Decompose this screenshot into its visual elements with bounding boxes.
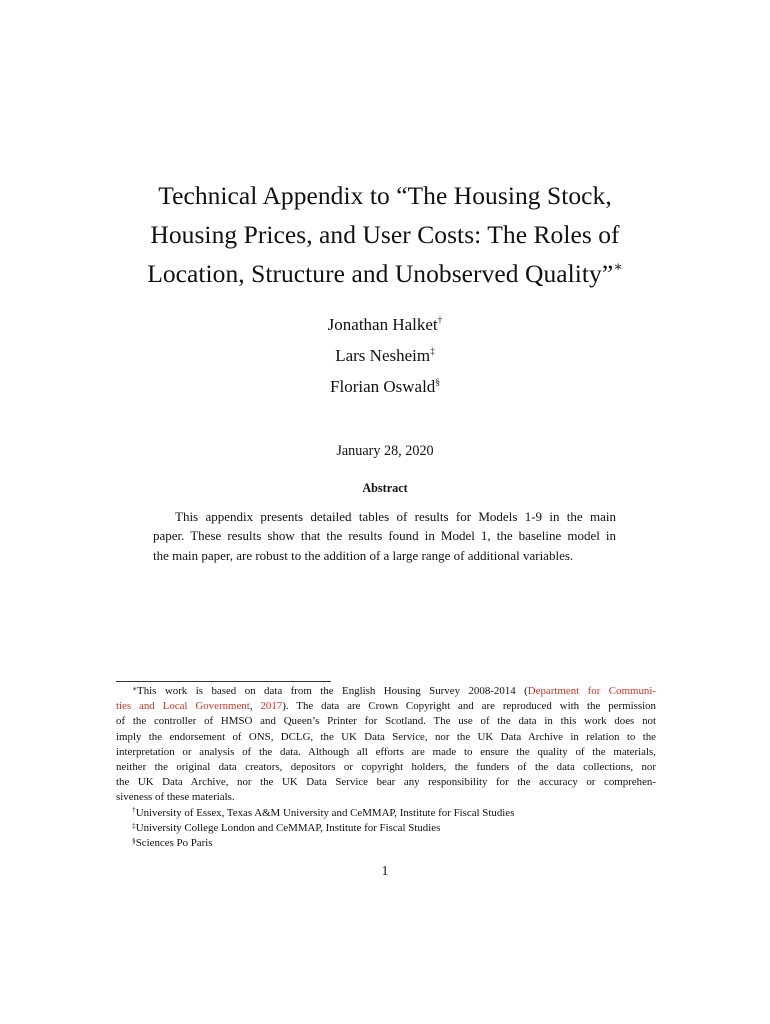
author-footnote-mark[interactable]: §	[435, 378, 440, 388]
author-footnote-mark[interactable]: †	[437, 316, 443, 326]
footnote-star-line: siveness of these materials.	[116, 791, 235, 804]
citation-year-link[interactable]: 2017	[260, 700, 283, 713]
footnote-dagger	[116, 806, 656, 821]
footnote-star-line: the UK Data Archive, nor the UK Data Service bear any responsibility for the accuracy or comprehen-	[116, 776, 656, 789]
footnote-mark: ∗	[132, 683, 138, 693]
footnote-text: University College London and CeMMAP, Institute for Fiscal Studies	[135, 821, 441, 834]
abstract-text	[153, 507, 616, 565]
author-name: Lars Nesheim	[335, 346, 431, 365]
title-line-2: Housing Prices, and User Costs: The Roles of	[150, 220, 620, 249]
abstract-line: the main paper, are robust to the addition of a large range of additional variables.	[153, 547, 574, 563]
footnote-text: Sciences Po Paris	[135, 837, 213, 850]
footnotes	[116, 684, 656, 851]
abstract-line: This appendix presents detailed tables of results for Models 1-9 in the main	[175, 509, 616, 524]
author-halket	[185, 311, 585, 342]
footnote-section	[116, 836, 656, 851]
footnote-mark: §	[132, 835, 136, 845]
footnote-rule	[116, 681, 331, 682]
paper-date: January 28, 2020	[336, 443, 434, 459]
title-line-3	[100, 254, 670, 298]
citation-link[interactable]: Department for Communi-	[527, 685, 656, 697]
footnote-text: ,	[249, 700, 261, 713]
author-footnote-mark[interactable]: ‡	[430, 347, 435, 357]
footnote-text: ). The data are Crown Copyright and are reproduced with the permission	[282, 700, 657, 713]
author-name: Jonathan Halket	[327, 315, 438, 334]
author-list	[185, 311, 585, 404]
footnote-star-line: imply the endorsement of ONS, DCLG, the UK Data Service, nor the UK Data Archive in relation to the	[116, 730, 656, 743]
footnote-ddagger	[116, 821, 656, 836]
title-footnote-mark[interactable]: ∗	[613, 260, 623, 276]
abstract-heading: Abstract	[362, 481, 408, 495]
title-line-1: Technical Appendix to “The Housing Stock,	[158, 181, 612, 210]
page-number: 1	[381, 863, 389, 878]
footnote-star-line-1	[116, 684, 656, 699]
author-oswald	[185, 373, 585, 404]
paper-title	[100, 176, 670, 298]
footnote-mark: †	[132, 805, 136, 815]
footnote-text: This work is based on data from the English Housing Survey 2008-2014 (	[137, 685, 528, 697]
footnote-star-line-2	[116, 699, 656, 714]
footnote-mark: ‡	[132, 820, 136, 830]
citation-link[interactable]: ties and Local Government	[116, 700, 250, 713]
footnote-star-line: interpretation or analysis of the data. Although all efforts are made to ensure the quality of the materials,	[116, 745, 656, 758]
author-nesheim	[185, 342, 585, 373]
author-name: Florian Oswald	[330, 377, 436, 396]
footnote-star-line: neither the original data creators, depositors or copyright holders, the funders of the data collections, nor	[116, 761, 656, 774]
abstract-line: paper. These results show that the results found in Model 1, the baseline model in	[153, 528, 616, 544]
footnote-star-line: of the controller of HMSO and Queen’s Printer for Scotland. The use of the data in this work does not	[116, 715, 656, 728]
footnote-text: University of Essex, Texas A&M University and CeMMAP, Institute for Fiscal Studies	[135, 806, 515, 819]
title-line-3-text: Location, Structure and Unobserved Quality”	[147, 259, 614, 288]
